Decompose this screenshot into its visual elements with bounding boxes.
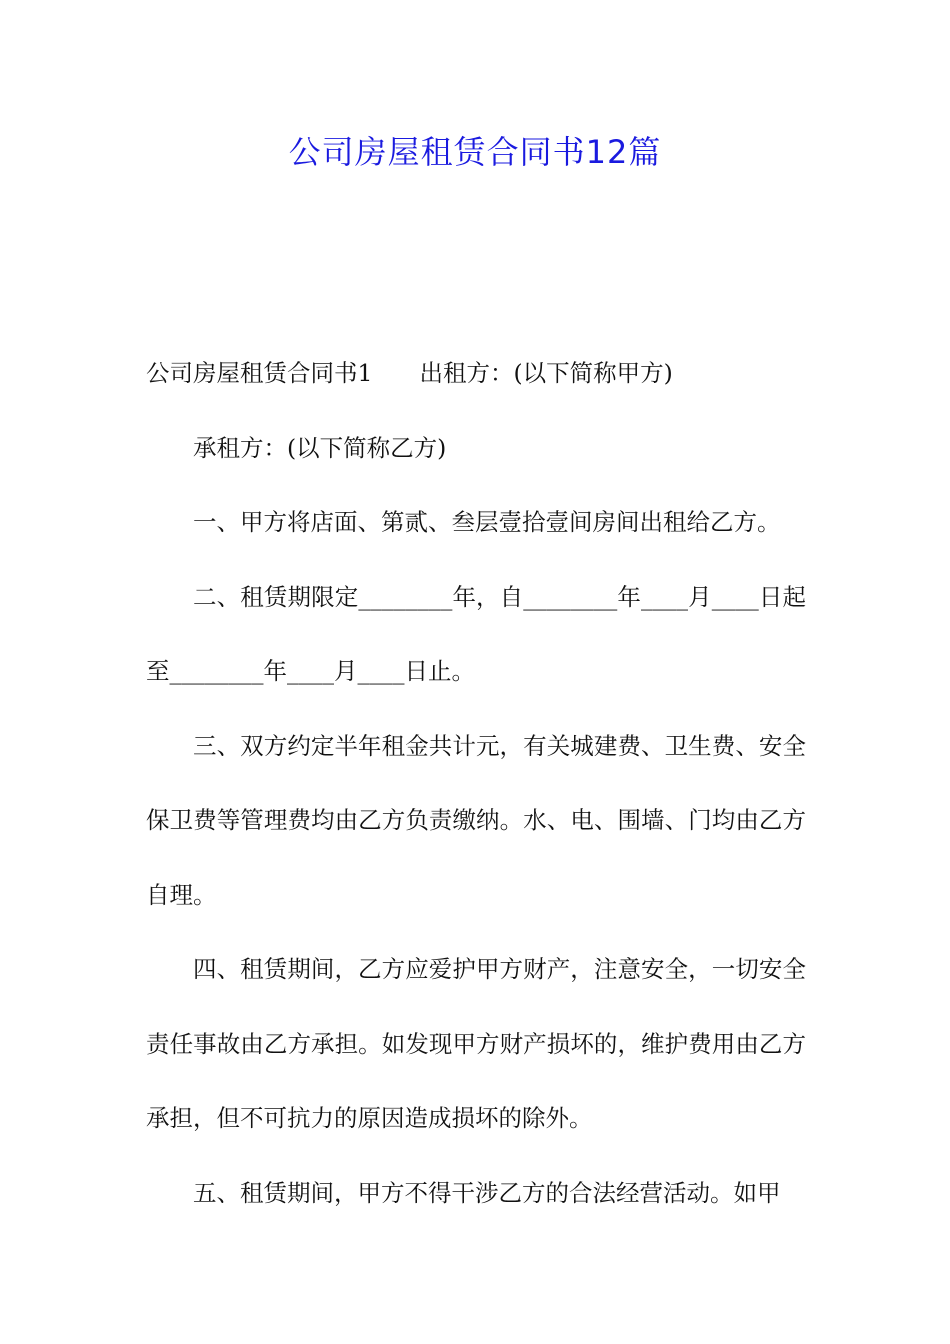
paragraph-clause-2: 二、租赁期限定________年，自________年____月____日起至________年____月____日止。 [146,582,806,685]
paragraph-lessee: 承租方：(以下简称乙方) [193,433,447,462]
document-title: 公司房屋租赁合同书12篇 [288,133,662,171]
paragraph-clause-1: 一、甲方将店面、第贰、叁层壹拾壹间房间出租给乙方。 [193,508,781,536]
paragraph-clause-3: 三、双方约定半年租金共计元，有关城建费、卫生费、安全保卫费等管理费均由乙方负责缴纳。水、电、围墙、门均由乙方自理。 [146,731,806,909]
document-body [146,336,806,1230]
paragraph-clause-5: 五、租赁期间，甲方不得干涉乙方的合法经营活动。如甲 [193,1178,781,1207]
paragraph-clause-4: 四、租赁期间，乙方应爱护甲方财产，注意安全，一切安全责任事故由乙方承担。如发现甲方财产损坏的，维护费用由乙方承担，但不可抗力的原因造成损坏的除外。 [146,955,806,1132]
paragraph-intro: 公司房屋租赁合同书1 出租方：(以下简称甲方) [146,359,673,387]
